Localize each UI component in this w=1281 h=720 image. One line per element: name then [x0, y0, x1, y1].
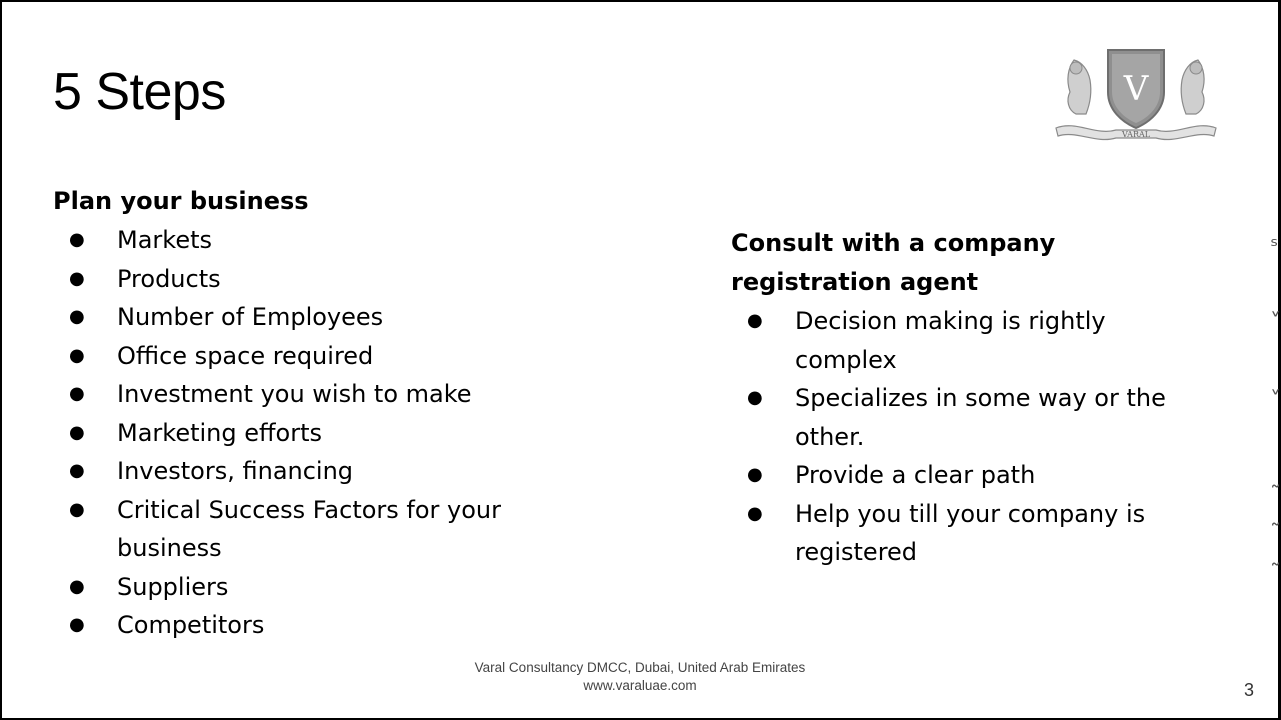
- bullet-icon: ●: [69, 267, 85, 289]
- footer-website: www.varaluae.com: [583, 678, 697, 693]
- slide-title: 5 Steps: [53, 63, 226, 121]
- list-item: [731, 302, 1135, 379]
- bullet-icon: ●: [747, 464, 763, 485]
- list-item: [53, 491, 547, 568]
- list-item-text: Investment you wish to make: [117, 380, 472, 408]
- plan-business-list: [53, 221, 613, 645]
- list-item-text: Suppliers: [117, 572, 229, 601]
- bullet-icon: ●: [69, 614, 85, 635]
- list-item-text: Help you till your company is registered: [795, 499, 1146, 566]
- list-item-text: Competitors: [117, 611, 265, 639]
- list-item: [53, 298, 613, 337]
- clipped-column-fragment: ˷: [1270, 542, 1281, 567]
- consult-agent-heading: Consult with a company registration agent: [731, 229, 1056, 296]
- plan-business-heading: Plan your business: [53, 187, 309, 215]
- list-item: [53, 337, 613, 376]
- clipped-column-fragment: ˅: [1270, 310, 1281, 335]
- clipped-column-fragment: ˅: [1270, 388, 1281, 413]
- bullet-icon: ●: [747, 387, 763, 408]
- clipped-column-fragment: ˷: [1270, 464, 1281, 489]
- bullet-icon: ●: [69, 306, 85, 327]
- list-item-text: Specializes in some way or the other.: [795, 384, 1166, 451]
- list-item: [53, 414, 613, 453]
- list-item-text: Investors, financing: [117, 457, 354, 485]
- list-item: [731, 456, 1231, 495]
- list-item-text: Office space required: [117, 341, 374, 370]
- list-item-text: Products: [117, 264, 221, 293]
- page-number: 3: [1244, 680, 1255, 700]
- bullet-icon: ●: [69, 344, 85, 366]
- slide: [2, 2, 1281, 718]
- footer-company: Varal Consultancy DMCC, Dubai, United Arab Emirates: [474, 660, 806, 675]
- list-item-text: Critical Success Factors for your business: [117, 495, 501, 562]
- plan-business-section: [53, 182, 613, 645]
- list-item: [53, 452, 613, 491]
- bullet-icon: ●: [69, 498, 85, 520]
- bullet-icon: ●: [69, 229, 85, 250]
- consult-agent-list: [731, 302, 1231, 572]
- list-item: [53, 568, 613, 607]
- list-item: [731, 379, 1195, 456]
- footer: [340, 659, 940, 695]
- clipped-column-fragment: ˢ: [1270, 234, 1279, 259]
- list-item: [53, 260, 613, 299]
- logo-monogram: V: [1123, 69, 1149, 109]
- logo-ribbon-text: VARAL: [1121, 130, 1151, 139]
- list-item: [53, 221, 613, 260]
- list-item: [731, 495, 1195, 572]
- list-item-text: Number of Employees: [117, 303, 384, 331]
- list-item-text: Markets: [117, 226, 213, 254]
- clipped-column-fragment: ˷: [1270, 502, 1281, 527]
- bullet-icon: ●: [747, 310, 763, 331]
- bullet-icon: ●: [69, 575, 85, 597]
- bullet-icon: ●: [69, 421, 85, 443]
- list-item-text: Provide a clear path: [795, 461, 1036, 489]
- list-item-text: Marketing efforts: [117, 418, 323, 447]
- bullet-icon: ●: [69, 383, 85, 404]
- crest-logo-icon: [1046, 40, 1226, 152]
- list-item-text: Decision making is rightly complex: [795, 307, 1106, 374]
- bullet-icon: ●: [69, 460, 85, 481]
- bullet-icon: ●: [747, 502, 763, 524]
- list-item: [53, 375, 613, 414]
- list-item: [53, 606, 613, 645]
- consult-agent-section: [731, 224, 1231, 572]
